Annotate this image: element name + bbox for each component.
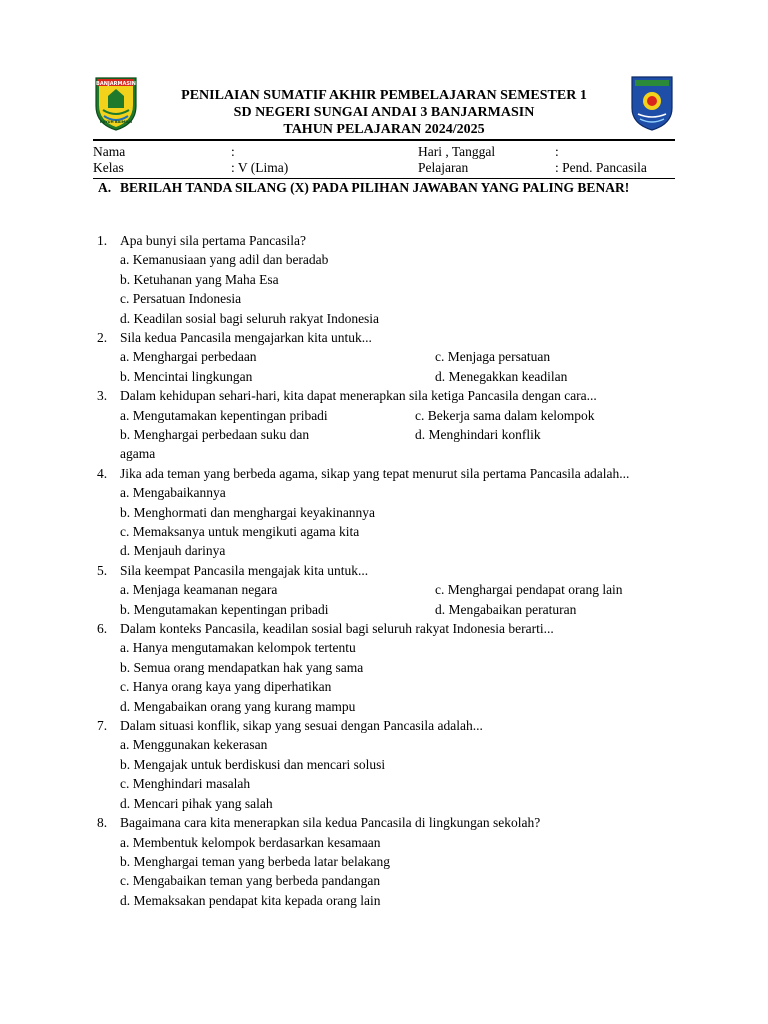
option[interactable]: c. Menghargai pendapat orang lain: [435, 582, 623, 598]
options-grid: [120, 406, 675, 445]
option[interactable]: d. Menegakkan keadilan: [435, 368, 568, 384]
question-3: [95, 386, 675, 464]
question-number: 8.: [97, 815, 108, 831]
option[interactable]: b. Semua orang mendapatkan hak yang sama: [120, 659, 364, 675]
hari-tanggal-label: Hari , Tanggal: [418, 144, 496, 159]
option[interactable]: b. Menghormati dan menghargai keyakinannya: [120, 504, 376, 520]
question-5: [95, 561, 675, 619]
question-number: 6.: [97, 621, 108, 637]
option[interactable]: b. Mengajak untuk berdiskusi dan mencari solusi: [120, 756, 386, 772]
option[interactable]: a. Hanya mengutamakan kelompok tertentu: [120, 640, 356, 656]
title-line-1: PENILAIAN SUMATIF AKHIR PEMBELAJARAN SEMESTER 1: [181, 88, 587, 103]
question-text: Apa bunyi sila pertama Pancasila?: [120, 233, 306, 248]
option[interactable]: d. Menjauh darinya: [120, 543, 226, 559]
question-text: Sila keempat Pancasila mengajak kita untuk...: [120, 562, 369, 578]
question-number: 4.: [97, 465, 108, 481]
question-number: 5.: [97, 562, 108, 578]
option[interactable]: d. Mengabaikan peraturan: [435, 601, 577, 617]
option[interactable]: a. Membentuk kelompok berdasarkan kesamaan: [120, 834, 381, 850]
question-6: [95, 619, 675, 716]
kalimantan-selatan-province-logo: [629, 74, 675, 132]
options-grid: [120, 347, 675, 386]
header-divider: [93, 139, 675, 141]
kelas-label: Kelas: [93, 160, 124, 175]
pelajaran-value: : Pend. Pancasila: [555, 160, 647, 175]
option[interactable]: a. Mengutamakan kepentingan pribadi: [120, 407, 328, 423]
option[interactable]: a. Menjaga keamanan negara: [120, 582, 278, 598]
option[interactable]: a. Menghargai perbedaan: [120, 349, 257, 365]
options-grid: [120, 580, 675, 619]
option[interactable]: c. Mengabaikan teman yang berbeda pandangan: [120, 873, 381, 889]
question-7: [95, 716, 675, 813]
section-letter: A.: [98, 180, 112, 195]
question-text: Dalam kehidupan sehari-hari, kita dapat menerapkan sila ketiga Pancasila dengan cara...: [120, 388, 597, 404]
question-text: Dalam situasi konflik, sikap yang sesuai dengan Pancasila adalah...: [120, 718, 483, 734]
question-2: [95, 328, 675, 386]
question-number: 7.: [97, 718, 108, 734]
option[interactable]: c. Hanya orang kaya yang diperhatikan: [120, 679, 332, 695]
nama-label: Nama: [93, 144, 126, 159]
option[interactable]: c. Persatuan Indonesia: [120, 291, 242, 307]
option[interactable]: d. Menghindari konflik: [415, 427, 541, 443]
logo-left-top-text: BANJARMASIN: [96, 80, 136, 87]
option[interactable]: a. Kemanusiaan yang adil dan beradab: [120, 252, 329, 268]
banjarmasin-city-logo: [93, 72, 139, 132]
question-list: [95, 231, 675, 910]
option[interactable]: c. Bekerja sama dalam kelompok: [415, 407, 595, 423]
option[interactable]: b. Mencintai lingkungan: [120, 368, 253, 384]
question-text: Jika ada teman yang berbeda agama, sikap yang tepat menurut sila pertama Pancasila adalah...: [120, 465, 630, 481]
title-line-3: TAHUN PELAJARAN 2024/2025: [283, 122, 485, 137]
option[interactable]: b. Menghargai perbedaan suku dan: [120, 427, 310, 443]
option-continuation: agama: [120, 446, 156, 462]
title-line-2: SD NEGERI SUNGAI ANDAI 3 BANJARMASIN: [233, 105, 535, 120]
option[interactable]: c. Menjaga persatuan: [435, 349, 551, 365]
question-number: 2.: [97, 330, 108, 346]
question-1: [95, 231, 675, 328]
question-number: 3.: [97, 388, 108, 404]
section-instruction: BERILAH TANDA SILANG (X) PADA PILIHAN JAWABAN YANG PALING BENAR!: [120, 180, 630, 195]
question-text: Dalam konteks Pancasila, keadilan sosial bagi seluruh rakyat Indonesia berarti...: [120, 621, 554, 637]
option[interactable]: d. Mencari pihak yang salah: [120, 795, 273, 811]
option[interactable]: c. Menghindari masalah: [120, 776, 251, 792]
option[interactable]: c. Memaksanya untuk mengikuti agama kita: [120, 524, 360, 540]
question-4: [95, 464, 675, 561]
option[interactable]: d. Memaksakan pendapat kita kepada orang lain: [120, 892, 381, 908]
question-8: [95, 813, 675, 910]
option[interactable]: a. Mengabaikannya: [120, 485, 226, 501]
logo-left-bottom-text: KAYUH BAIMBAI: [99, 120, 133, 124]
option[interactable]: a. Menggunakan kekerasan: [120, 737, 268, 753]
option[interactable]: d. Mengabaikan orang yang kurang mampu: [120, 698, 356, 714]
nama-field[interactable]: :: [231, 144, 235, 159]
hari-tanggal-field[interactable]: :: [555, 144, 559, 159]
kelas-value: : V (Lima): [231, 160, 289, 175]
exam-title: [143, 87, 625, 138]
question-text: Bagaimana cara kita menerapkan sila kedua Pancasila di lingkungan sekolah?: [120, 815, 541, 831]
question-number: 1.: [97, 233, 108, 248]
option[interactable]: b. Ketuhanan yang Maha Esa: [120, 271, 279, 287]
identity-row-2: [93, 159, 675, 176]
option[interactable]: b. Menghargai teman yang berbeda latar belakang: [120, 853, 391, 869]
pelajaran-label: Pelajaran: [418, 160, 469, 175]
option[interactable]: b. Mengutamakan kepentingan pribadi: [120, 601, 329, 617]
question-text: Sila kedua Pancasila mengajarkan kita untuk...: [120, 330, 372, 346]
exam-header: [93, 72, 675, 138]
option[interactable]: d. Keadilan sosial bagi seluruh rakyat Indonesia: [120, 310, 380, 326]
identity-row-1: [93, 143, 675, 160]
